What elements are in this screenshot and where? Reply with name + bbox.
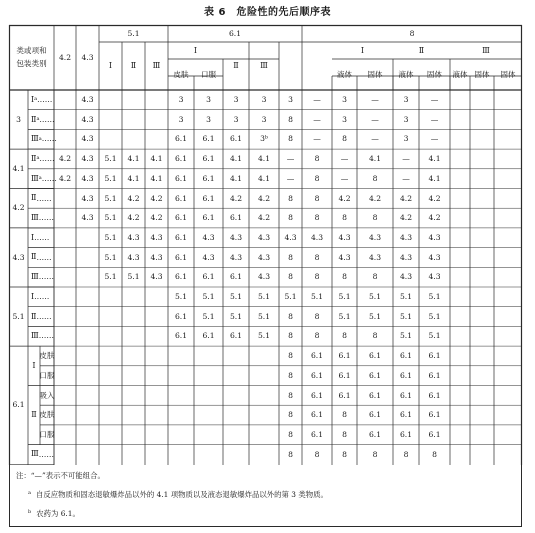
table-cell: 5.1 bbox=[310, 292, 324, 302]
leader-dots: …… bbox=[38, 449, 54, 459]
table-cell: 4.3 bbox=[202, 232, 215, 242]
packing-group-numeral: Ⅰ bbox=[31, 94, 35, 104]
leader-dots: …… bbox=[38, 213, 54, 223]
table-cell: 5.1 bbox=[368, 311, 382, 321]
table-cell: 5.1 bbox=[202, 311, 215, 321]
table-cell: 3 bbox=[288, 95, 293, 105]
table-cell: 4.2 bbox=[257, 213, 271, 223]
packing-group-numeral: Ⅰ bbox=[31, 232, 35, 242]
table-cell: 3 bbox=[342, 114, 347, 124]
table-cell: 4.3 bbox=[127, 232, 140, 242]
table-title: 表 6 危险性的先后顺序表 bbox=[204, 7, 331, 18]
table-cell: 4.3 bbox=[257, 272, 271, 282]
table-cell: 4.3 bbox=[257, 232, 271, 242]
table-cell: 6.1 bbox=[399, 390, 413, 400]
table-cell: 4.2 bbox=[368, 193, 382, 203]
table-cell: 8 bbox=[288, 429, 293, 439]
table-cell: — bbox=[430, 95, 439, 105]
table-cell: 4.3 bbox=[81, 134, 94, 144]
table-cell: 5.1 bbox=[202, 292, 215, 302]
header-8-solid: 固体 bbox=[474, 69, 490, 79]
header-8-liquid: 液体 bbox=[398, 69, 414, 79]
header-8-pg-ii: Ⅱ bbox=[418, 45, 425, 55]
footnote-b-text: 农药为 6.1。 bbox=[36, 509, 80, 518]
table-cell: 4.3 bbox=[399, 232, 413, 242]
table-cell: 6.1 bbox=[174, 232, 188, 242]
table-cell: 4.3 bbox=[150, 252, 163, 262]
table-cell: 4.3 bbox=[150, 272, 163, 282]
packing-group-numeral: Ⅲ bbox=[31, 449, 39, 459]
packing-group-numeral: Ⅱ bbox=[31, 252, 37, 262]
table-cell: 8 bbox=[342, 429, 347, 439]
table-cell: 4.2 bbox=[257, 193, 271, 203]
packing-group-numeral: Ⅲ bbox=[31, 173, 39, 183]
table-cell: 4.1 bbox=[428, 173, 441, 183]
table-cell: 4.3 bbox=[257, 252, 271, 262]
packing-group-numeral: Ⅲ bbox=[31, 331, 39, 341]
table-cell: 4.2 bbox=[58, 173, 72, 183]
packing-group-label bbox=[28, 445, 54, 465]
table-cell: 6.1 bbox=[202, 331, 215, 341]
footnote-a-ref: a bbox=[36, 155, 40, 162]
table-cell: 8 bbox=[288, 213, 293, 223]
table-cell: — bbox=[430, 134, 439, 144]
table-cell: 4.3 bbox=[81, 95, 94, 105]
table-cell: 6.1 bbox=[174, 193, 188, 203]
table-cell: 4.3 bbox=[368, 252, 382, 262]
table-cell: 5.1 bbox=[399, 331, 413, 341]
header-division-4-3: 4.3 bbox=[81, 52, 94, 62]
table-cell: 6.1 bbox=[229, 272, 243, 282]
table-cell: 4.3 bbox=[310, 232, 324, 242]
packing-group-label bbox=[28, 189, 54, 209]
table-cell: 8 bbox=[372, 173, 378, 183]
table-cell: 6.1 bbox=[174, 154, 188, 164]
table-cell: 8 bbox=[288, 252, 293, 262]
footnote-a-text: 自反应物质和固态退敏爆炸品以外的 4.1 项物质以及液态退敏爆炸品以外的第 3 类物质。 bbox=[35, 490, 328, 499]
footnote-b bbox=[28, 508, 80, 519]
header-class-or-division: 类或项和 包装类别 bbox=[16, 46, 47, 68]
table-cell: 4.1 bbox=[229, 173, 243, 183]
table-cell: 8 bbox=[314, 173, 320, 183]
table-cell: 8 bbox=[288, 193, 293, 203]
table-cell: 6.1 bbox=[428, 351, 441, 361]
table-cell: 6.1 bbox=[202, 272, 215, 282]
table-cell: 6.1 bbox=[310, 351, 324, 361]
header-6-1-pg-iii: Ⅲ bbox=[260, 61, 268, 70]
table-cell: 6.1 bbox=[174, 252, 188, 262]
table-cell: 5.1 bbox=[428, 311, 441, 321]
header-8-pg-i: Ⅰ bbox=[360, 45, 365, 55]
table-cell: 5.1 bbox=[174, 292, 188, 302]
sixone-route-label: 口服 bbox=[39, 370, 55, 380]
packing-group-label bbox=[28, 169, 57, 189]
header-8-solid: 固体 bbox=[500, 69, 516, 79]
leader-dots: …… bbox=[39, 114, 55, 124]
packing-group-label bbox=[28, 110, 54, 130]
table-cell: 5.1 bbox=[104, 252, 117, 262]
table-cell: 4.2 bbox=[338, 193, 351, 203]
header-8-solid: 固体 bbox=[367, 69, 383, 79]
header-5-1-pg-ii: Ⅱ bbox=[130, 61, 137, 70]
table-cell: 5.1 bbox=[428, 292, 441, 302]
table-cell: 4.2 bbox=[399, 193, 413, 203]
table-cell: 3 bbox=[261, 114, 267, 124]
table-cell: 8 bbox=[314, 154, 320, 164]
table-cell: 4.1 bbox=[150, 173, 163, 183]
sixone-route-label: 皮肤 bbox=[39, 351, 55, 361]
table-cell: 4.1 bbox=[150, 154, 163, 164]
packing-group-numeral: Ⅲ bbox=[31, 134, 39, 144]
table-cell: 6.1 bbox=[202, 154, 215, 164]
header-class-8: 8 bbox=[409, 28, 415, 38]
table-cell: 5.1 bbox=[104, 232, 117, 242]
leader-dots: …… bbox=[38, 272, 54, 282]
table-cell: 4.3 bbox=[399, 272, 413, 282]
table-cell: — bbox=[371, 134, 379, 144]
table-cell: 6.1 bbox=[202, 134, 215, 144]
leader-dots: …… bbox=[36, 252, 52, 262]
header-8-liquid: 液体 bbox=[336, 69, 353, 79]
table-cell: 4.1 bbox=[127, 154, 140, 164]
table-cell: 6.1 bbox=[229, 331, 243, 341]
table-cell: 6.1 bbox=[202, 213, 215, 223]
table-cell: 4.2 bbox=[428, 213, 441, 223]
table-cell: — bbox=[402, 154, 410, 164]
table-cell: 5.1 bbox=[127, 272, 140, 282]
table-cell: 8 bbox=[372, 449, 378, 459]
table-cell: 5.1 bbox=[257, 311, 271, 321]
table-cell: 6.1 bbox=[202, 173, 215, 183]
table-cell: 4.3 bbox=[202, 252, 215, 262]
leader-dots: …… bbox=[34, 292, 50, 302]
table-cell: 6.1 bbox=[428, 390, 441, 400]
table-cell: 4.2 bbox=[399, 213, 413, 223]
table-cell: 8 bbox=[372, 331, 378, 341]
table-cell: 6.1 bbox=[310, 429, 324, 439]
table-cell: 5.1 bbox=[229, 311, 243, 321]
header-6-1-pg-i: Ⅰ bbox=[193, 45, 198, 55]
footnote-a-mark: a bbox=[28, 489, 31, 496]
class-label-4-3: 4.3 bbox=[12, 252, 25, 262]
table-cell: 4.3 bbox=[81, 154, 94, 164]
table-cell: 4.2 bbox=[229, 193, 243, 203]
table-cell: 8 bbox=[314, 311, 320, 321]
sixone-route-label: 皮肤 bbox=[39, 410, 55, 420]
header-8-liquid: 液体 bbox=[452, 69, 468, 79]
table-cell: 8 bbox=[314, 193, 320, 203]
table-cell: 6.1 bbox=[174, 311, 188, 321]
table-cell: 3 bbox=[178, 95, 184, 105]
table-cell: 8 bbox=[314, 331, 320, 341]
table-cell: 4.3 bbox=[428, 252, 441, 262]
packing-group-label bbox=[28, 326, 54, 346]
table-cell: 4.3 bbox=[81, 193, 94, 203]
table-cell: 8 bbox=[342, 134, 347, 144]
packing-group-label bbox=[28, 149, 54, 169]
table-cell: 6.1 bbox=[399, 351, 413, 361]
table-cell: 8 bbox=[314, 449, 320, 459]
table-cell: — bbox=[313, 114, 321, 124]
table-cell: 8 bbox=[372, 272, 378, 282]
table-cell: 3 bbox=[233, 95, 239, 105]
table-cell: — bbox=[313, 95, 321, 105]
packing-group-label bbox=[28, 90, 54, 110]
table-cell: 8 bbox=[314, 252, 320, 262]
table-cell: 5.1 bbox=[338, 292, 351, 302]
packing-group-label bbox=[28, 208, 54, 228]
table-cell: 6.1 bbox=[310, 390, 324, 400]
table-cell: 8 bbox=[372, 213, 378, 223]
table-cell: — bbox=[371, 114, 379, 124]
table-cell: 8 bbox=[342, 213, 347, 223]
table-cell: 6.1 bbox=[310, 370, 324, 380]
table-cell: 8 bbox=[288, 390, 293, 400]
header-5-1-pg-iii: Ⅲ bbox=[152, 61, 161, 70]
leader-dots: …… bbox=[36, 311, 52, 321]
table-cell: 3 bbox=[178, 114, 184, 124]
table-cell: 6.1 bbox=[174, 331, 188, 341]
leader-dots: …… bbox=[41, 173, 57, 183]
table-cell: 3ᵇ bbox=[260, 134, 268, 144]
class-label-3: 3 bbox=[16, 114, 21, 124]
table-cell: 6.1 bbox=[338, 351, 351, 361]
table-cell: 6.1 bbox=[428, 429, 441, 439]
table-cell: 5.1 bbox=[257, 292, 271, 302]
table-cell: 8 bbox=[288, 370, 293, 380]
table-cell: 4.3 bbox=[81, 173, 94, 183]
sixone-route-label: 口服 bbox=[39, 429, 55, 439]
table-cell: 8 bbox=[314, 213, 320, 223]
table-cell: 4.1 bbox=[368, 154, 382, 164]
table-cell: 5.1 bbox=[368, 292, 382, 302]
table-cell: 8 bbox=[342, 272, 347, 282]
table-cell: — bbox=[286, 154, 295, 164]
class-label-4-2: 4.2 bbox=[12, 203, 25, 213]
table-cell: 4.3 bbox=[338, 252, 351, 262]
table-cell: 5.1 bbox=[399, 292, 413, 302]
table-cell: 4.2 bbox=[127, 193, 140, 203]
table-cell: 6.1 bbox=[174, 213, 188, 223]
table-cell: 4.1 bbox=[257, 154, 271, 164]
packing-group-label bbox=[28, 248, 54, 268]
table-cell: 5.1 bbox=[284, 292, 297, 302]
table-cell: 6.1 bbox=[368, 410, 382, 420]
table-cell: 6.1 bbox=[399, 410, 413, 420]
table-cell: 6.1 bbox=[174, 173, 188, 183]
packing-group-label bbox=[28, 287, 54, 307]
packing-group-numeral: Ⅲ bbox=[31, 213, 39, 223]
packing-group-numeral: Ⅱ bbox=[31, 193, 37, 203]
sixone-route-label: 吸入 bbox=[39, 390, 55, 400]
table-cell: 5.1 bbox=[257, 331, 271, 341]
table-cell: 4.3 bbox=[338, 232, 351, 242]
table-cell: 8 bbox=[288, 331, 293, 341]
table-cell: 5.1 bbox=[428, 331, 441, 341]
table-cell: 6.1 bbox=[174, 134, 188, 144]
table-cell: 5.1 bbox=[104, 272, 117, 282]
header-division-6-1: 6.1 bbox=[228, 28, 242, 38]
table-cell: 5.1 bbox=[338, 311, 351, 321]
packing-group-numeral: Ⅱ bbox=[31, 311, 37, 321]
table-cell: 3 bbox=[261, 95, 267, 105]
table-cell: 3 bbox=[206, 114, 211, 124]
class-label-5-1: 5.1 bbox=[12, 311, 25, 321]
table-cell: 4.3 bbox=[428, 272, 441, 282]
table-cell: 3 bbox=[403, 134, 409, 144]
table-cell: 8 bbox=[288, 134, 293, 144]
packing-group-label bbox=[28, 228, 54, 248]
table-cell: 6.1 bbox=[174, 272, 188, 282]
table-cell: 8 bbox=[288, 114, 293, 124]
table-cell: 4.3 bbox=[399, 252, 413, 262]
packing-group-label bbox=[28, 267, 54, 287]
table-cell: 6.1 bbox=[368, 429, 382, 439]
header-6-1-oral: 口服 bbox=[200, 69, 217, 79]
note-dash-meaning: 注：“—”表示不可能组合。 bbox=[16, 471, 105, 480]
table-cell: 6.1 bbox=[338, 390, 351, 400]
table-cell: 5.1 bbox=[104, 213, 117, 223]
table-cell: — bbox=[286, 173, 295, 183]
table-cell: 4.1 bbox=[229, 154, 243, 164]
table-cell: 6.1 bbox=[368, 370, 382, 380]
packing-group-numeral: Ⅱ bbox=[31, 153, 37, 163]
table-cell: 4.1 bbox=[428, 154, 441, 164]
table-cell: 8 bbox=[314, 272, 320, 282]
table-cell: — bbox=[371, 95, 379, 105]
header-8-pg-iii: Ⅲ bbox=[482, 45, 490, 55]
table-cell: — bbox=[313, 134, 321, 144]
table-cell: 6.1 bbox=[428, 410, 441, 420]
table-cell: 5.1 bbox=[229, 292, 243, 302]
header-8-solid: 固体 bbox=[426, 69, 443, 79]
footnote-a-ref: a bbox=[36, 116, 40, 123]
table-cell: 4.2 bbox=[127, 213, 140, 223]
header-5-1-pg-i: Ⅰ bbox=[108, 61, 113, 70]
table-cell: 5.1 bbox=[399, 311, 413, 321]
table-cell: 4.3 bbox=[229, 252, 243, 262]
sixone-pg-i: Ⅰ bbox=[32, 360, 36, 370]
leader-dots: …… bbox=[36, 193, 52, 203]
table-cell: 8 bbox=[342, 410, 347, 420]
table-cell: 8 bbox=[288, 311, 293, 321]
leader-dots: …… bbox=[39, 154, 55, 164]
table-cell: 4.2 bbox=[150, 213, 163, 223]
table-cell: 6.1 bbox=[428, 370, 441, 380]
table-cell: 5.1 bbox=[104, 154, 117, 164]
header-division-4-2: 4.2 bbox=[58, 52, 72, 62]
table-cell: 5.1 bbox=[104, 193, 117, 203]
table-cell: — bbox=[430, 114, 439, 124]
footnote-b-mark: b bbox=[28, 508, 32, 515]
leader-dots: …… bbox=[34, 232, 50, 242]
table-cell: 8 bbox=[288, 272, 293, 282]
table-cell: — bbox=[340, 154, 349, 164]
table-cell: 4.3 bbox=[284, 232, 297, 242]
table-cell: 8 bbox=[403, 449, 409, 459]
table-cell: 4.2 bbox=[150, 193, 163, 203]
table-cell: 4.3 bbox=[428, 232, 441, 242]
table-cell: 4.3 bbox=[150, 232, 163, 242]
table-cell: 8 bbox=[342, 449, 347, 459]
class-label-6-1: 6.1 bbox=[12, 400, 25, 410]
table-cell: 6.1 bbox=[399, 370, 413, 380]
table-cell: 4.3 bbox=[368, 232, 382, 242]
table-cell: 4.2 bbox=[58, 154, 72, 164]
table-cell: 8 bbox=[288, 410, 293, 420]
table-cell: 3 bbox=[206, 95, 211, 105]
table-cell: 5.1 bbox=[104, 173, 117, 183]
leader-dots: …… bbox=[38, 331, 54, 341]
table-cell: 4.2 bbox=[428, 193, 441, 203]
table-cell: 4.3 bbox=[81, 213, 94, 223]
table-cell: 4.3 bbox=[81, 114, 94, 124]
table-cell: 6.1 bbox=[368, 390, 382, 400]
footnote-a-ref: a bbox=[34, 96, 38, 103]
table-cell: 8 bbox=[342, 331, 347, 341]
packing-group-label bbox=[28, 307, 54, 327]
table-cell: 6.1 bbox=[229, 134, 243, 144]
hazard-precedence-table bbox=[9, 25, 522, 465]
table-cell: 6.1 bbox=[368, 351, 382, 361]
table-cell: 3 bbox=[403, 114, 409, 124]
table-cell: 3 bbox=[342, 95, 347, 105]
table-cell: 3 bbox=[233, 114, 239, 124]
leader-dots: …… bbox=[37, 95, 53, 105]
table-cell: 4.1 bbox=[257, 173, 271, 183]
header-6-1-pg-ii: Ⅱ bbox=[233, 61, 239, 70]
table-cell: 8 bbox=[432, 449, 437, 459]
footnote-a bbox=[28, 489, 328, 500]
table-cell: 3 bbox=[403, 95, 409, 105]
leader-dots: …… bbox=[41, 134, 57, 144]
table-cell: 4.3 bbox=[127, 252, 140, 262]
packing-group-numeral: Ⅰ bbox=[31, 291, 35, 301]
header-division-5-1: 5.1 bbox=[127, 28, 140, 38]
sixone-pg-ii: Ⅱ bbox=[31, 410, 37, 420]
class-label-4-1: 4.1 bbox=[12, 163, 25, 173]
packing-group-numeral: Ⅲ bbox=[31, 272, 39, 282]
packing-group-numeral: Ⅱ bbox=[31, 114, 37, 124]
table-cell: 6.1 bbox=[338, 370, 351, 380]
table-cell: 4.1 bbox=[127, 173, 140, 183]
footnote-a-ref: a bbox=[38, 175, 42, 182]
table-cell: — bbox=[402, 173, 410, 183]
table-cell: 6.1 bbox=[202, 193, 215, 203]
table-cell: 8 bbox=[288, 351, 293, 361]
table-cell: — bbox=[340, 173, 349, 183]
packing-group-label bbox=[28, 129, 57, 149]
table-cell: 4.3 bbox=[229, 232, 243, 242]
table-cell: 6.1 bbox=[399, 429, 413, 439]
header-6-1-dermal: 皮肤 bbox=[173, 69, 189, 79]
table-notes bbox=[9, 465, 522, 527]
table-cell: 8 bbox=[288, 449, 293, 459]
footnote-a-ref: a bbox=[38, 135, 42, 142]
table-cell: 6.1 bbox=[310, 410, 324, 420]
table-cell: 6.1 bbox=[229, 213, 243, 223]
